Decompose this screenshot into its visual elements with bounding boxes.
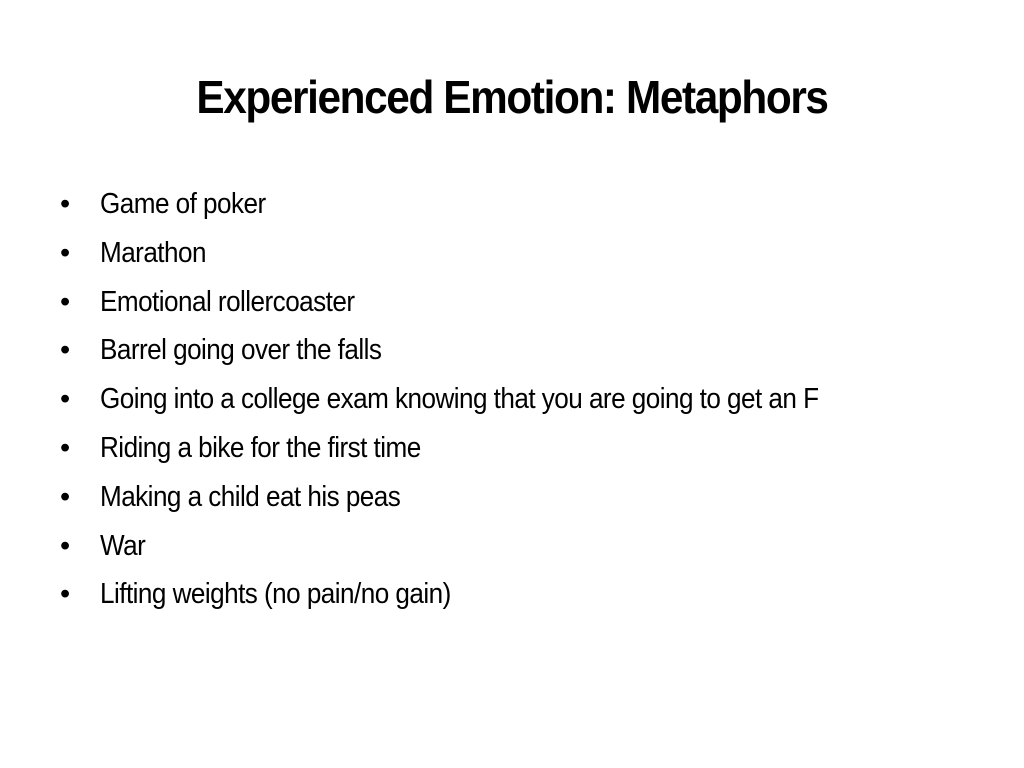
bullet-icon: • <box>60 480 70 513</box>
bullet-icon: • <box>60 285 70 318</box>
bullet-item-college-exam <box>60 375 1010 424</box>
bullet-icon: • <box>60 431 70 464</box>
bullet-text: Game of poker <box>100 188 266 220</box>
bullet-item-barrel-over-falls <box>60 326 1010 375</box>
bullet-icon: • <box>60 188 70 220</box>
bullet-icon: • <box>60 334 70 367</box>
bullet-icon: • <box>60 236 70 269</box>
bullet-item-marathon <box>60 229 1010 278</box>
bullet-text: War <box>100 529 146 562</box>
bullet-text: Riding a bike for the first time <box>100 431 421 464</box>
bullet-text: Making a child eat his peas <box>100 480 401 513</box>
bullet-text: Emotional rollercoaster <box>100 285 355 318</box>
slide-title: Experienced Emotion: Metaphors <box>196 71 828 123</box>
bullet-text: Barrel going over the falls <box>100 334 382 367</box>
bullet-icon: • <box>60 383 70 416</box>
bullet-list <box>60 180 1010 619</box>
bullet-item-riding-bike <box>60 424 1010 473</box>
bullet-item-lifting-weights <box>60 570 1010 619</box>
bullet-item-war <box>60 522 1010 571</box>
bullet-icon: • <box>60 529 70 562</box>
bullet-text: Marathon <box>100 236 206 269</box>
bullet-text: Lifting weights (no pain/no gain) <box>100 578 451 611</box>
bullet-item-game-of-poker <box>60 180 1010 229</box>
bullet-icon: • <box>60 578 70 611</box>
bullet-item-emotional-rollercoaster <box>60 278 1010 327</box>
bullet-text: Going into a college exam knowing that you are going to get an F <box>100 383 819 416</box>
bullet-item-child-peas <box>60 473 1010 522</box>
